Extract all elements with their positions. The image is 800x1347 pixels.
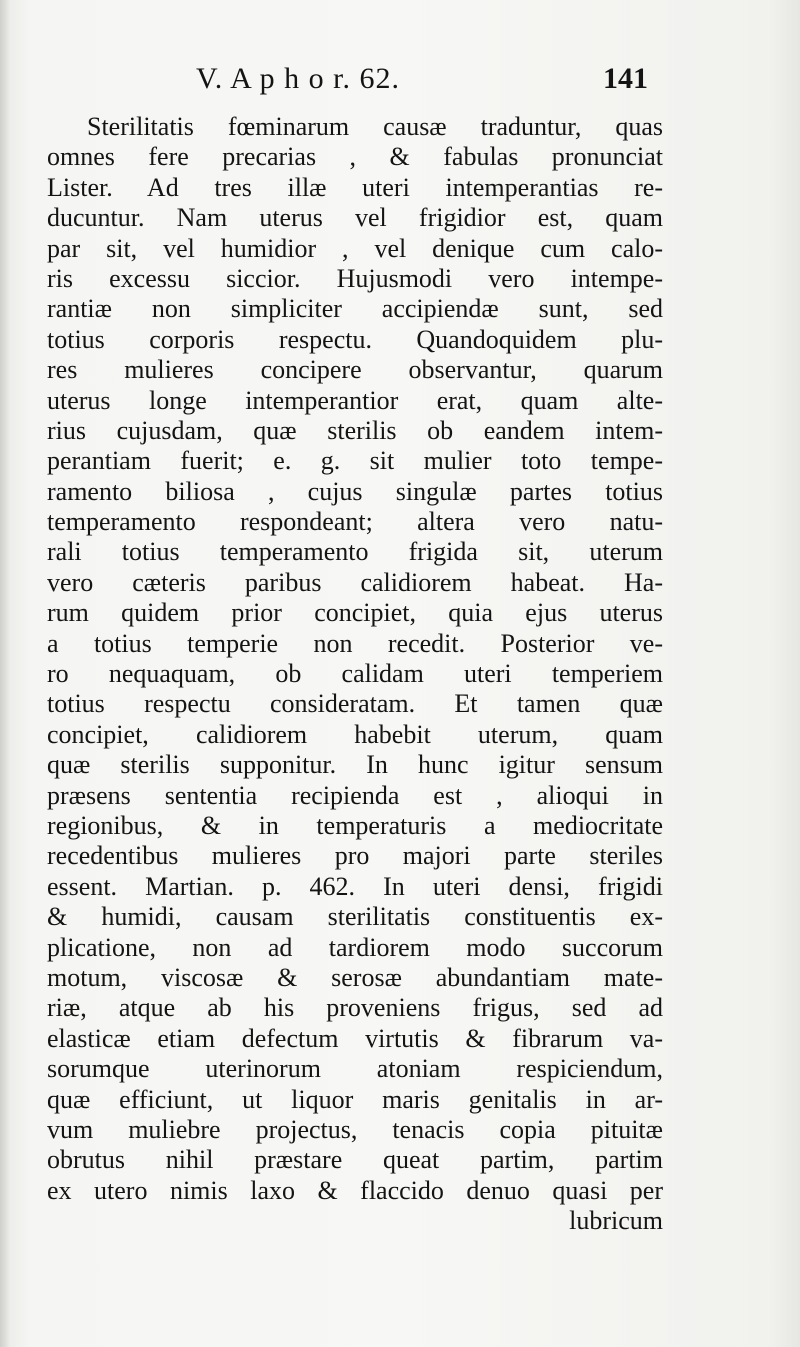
text-line: ex utero nimis laxo & flaccido denuo quasi per [47,1175,663,1205]
text-line: quæ efficiunt, ut liquor maris genitalis in ar- [47,1084,663,1114]
page-number: 141 [603,62,648,95]
text-line: concipiet, calidiorem habebit uterum, quam [47,719,663,749]
text-line: & humidi, causam sterilitatis constituentis ex- [47,902,663,932]
text-line: ris excessu siccior. Hujusmodi vero intempe- [47,263,663,293]
text-line: rius cujusdam, quæ sterilis ob eandem intem- [47,415,663,445]
text-line: rali totius temperamento frigida sit, uterum [47,537,663,567]
text-line: præsens sententia recipienda est , alioqui in [47,780,663,810]
text-line: regionibus, & in temperaturis a mediocritate [47,810,663,840]
page-header [0,56,800,100]
text-line: temperamento respondeant; altera vero natu- [47,507,663,537]
text-line: obrutus nihil præstare queat partim, partim [47,1145,663,1175]
text-line: perantiam fuerit; e. g. sit mulier toto tempe- [47,446,663,476]
text-line: rum quidem prior concipiet, quia ejus uterus [47,598,663,628]
text-line: plicatione, non ad tardiorem modo succorum [47,932,663,962]
text-line: a totius temperie non recedit. Posterior ve- [47,628,663,658]
text-line: motum, viscosæ & serosæ abundantiam mate- [47,962,663,992]
text-line: par sit, vel humidior , vel denique cum calo- [47,233,663,263]
text-line: riæ, atque ab his proveniens frigus, sed ad [47,993,663,1023]
text-line: totius respectu consideratam. Et tamen quæ [47,689,663,719]
body-text [47,112,663,1236]
text-line: essent. Martian. p. 462. In uteri densi, frigidi [47,871,663,901]
catchword: lubricum [569,1206,663,1236]
text-line: totius corporis respectu. Quandoquidem plu- [47,324,663,354]
text-line: omnes fere precarias , & fabulas pronunciat [47,142,663,172]
text-line: ro nequaquam, ob calidam uteri temperiem [47,659,663,689]
text-line: vero cæteris paribus calidiorem habeat. Ha- [47,567,663,597]
text-line: ramento biliosa , cujus singulæ partes totius [47,476,663,506]
page-gutter-shadow [0,0,10,1347]
text-line: quæ sterilis supponitur. In hunc igitur sensum [47,750,663,780]
text-line: rantiæ non simpliciter accipiendæ sunt, sed [47,294,663,324]
text-line: recedentibus mulieres pro majori parte steriles [47,841,663,871]
text-line: vum muliebre projectus, tenacis copia pituitæ [47,1114,663,1144]
text-line: res mulieres concipere observantur, quarum [47,355,663,385]
text-line: Lister. Ad tres illæ uteri intemperantias re- [47,172,663,202]
text-line: uterus longe intemperantior erat, quam alte- [47,385,663,415]
text-line: sorumque uterinorum atoniam respiciendum, [47,1054,663,1084]
text-line: elasticæ etiam defectum virtutis & fibrarum va- [47,1023,663,1053]
text-line: ducuntur. Nam uterus vel frigidior est, quam [47,203,663,233]
running-head: V. A p h o r. 62. [196,62,400,95]
text-line: Sterilitatis fœminarum causæ traduntur, quas [87,112,663,141]
